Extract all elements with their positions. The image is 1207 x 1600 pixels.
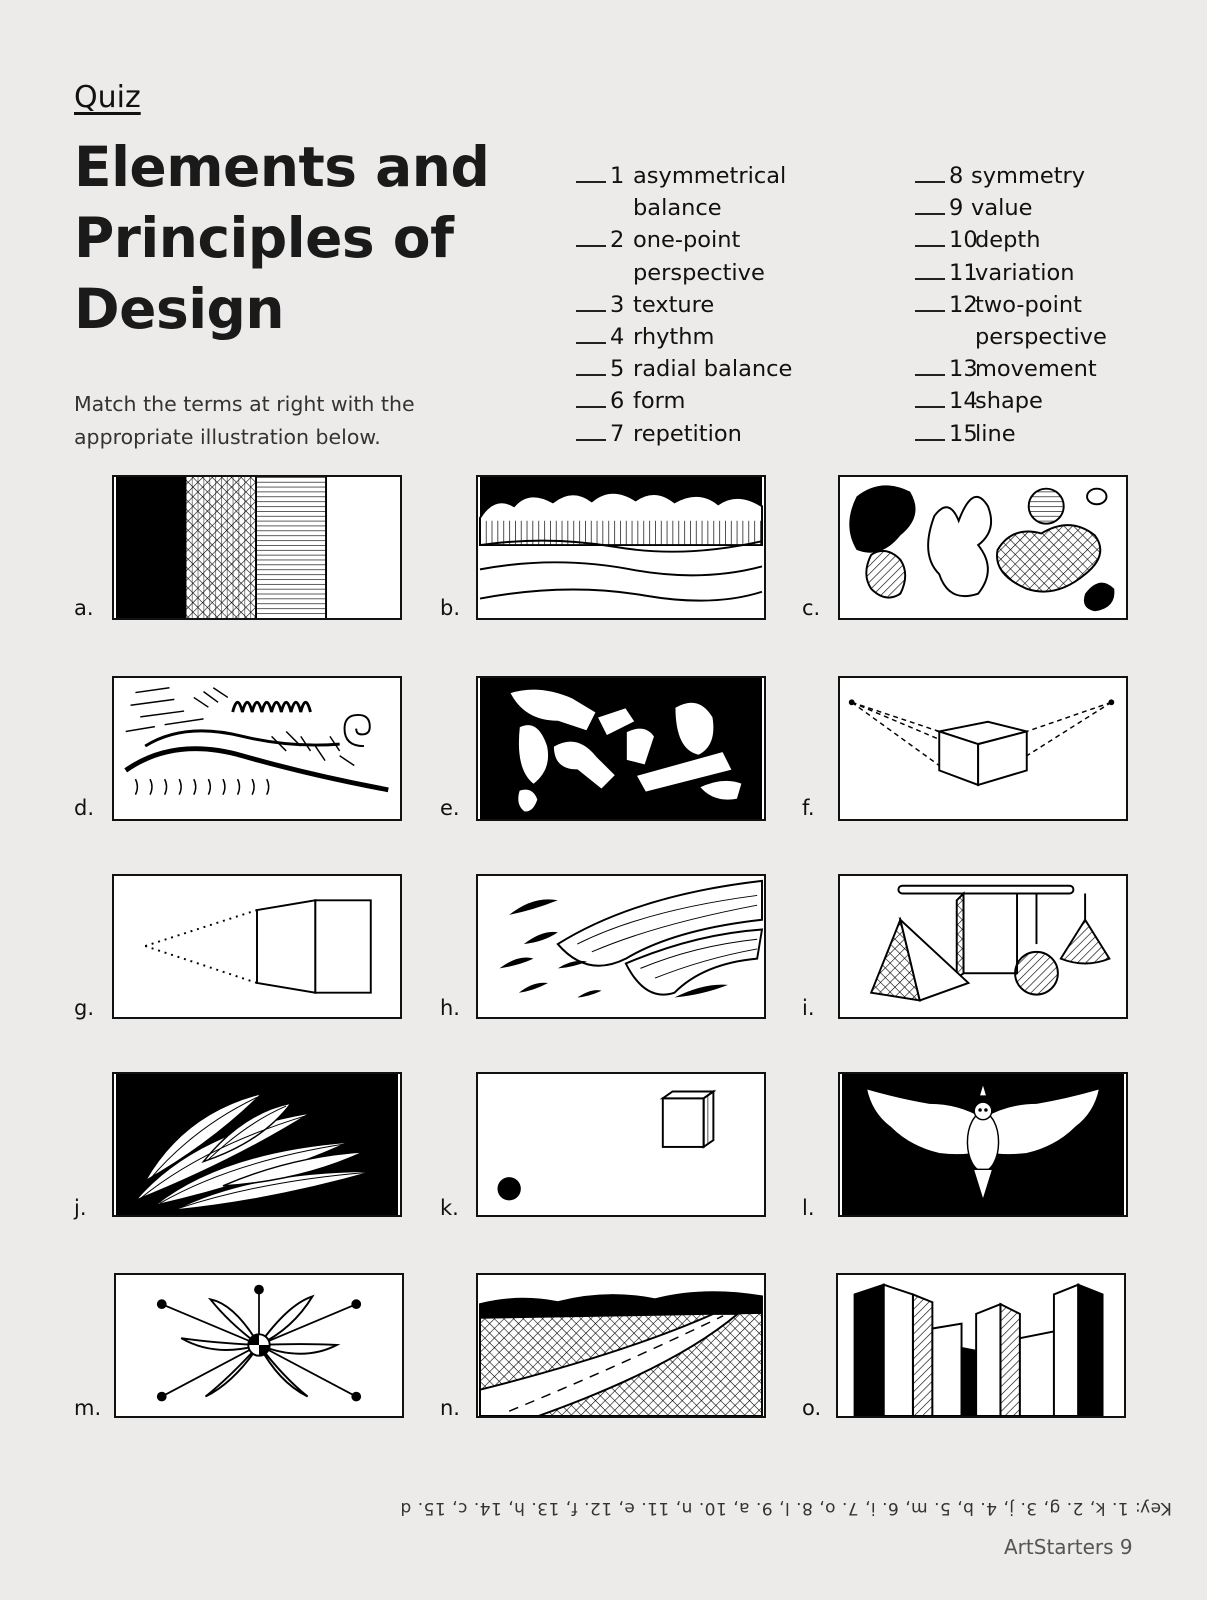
panel-label: l. [802,1196,815,1220]
mobile-forms-drawing [840,876,1126,1017]
quiz-label: Quiz [74,80,141,115]
term-number: 5 [610,356,625,383]
term-text: radial balance [633,356,793,383]
radial-star-drawing [116,1275,402,1416]
value-scale-drawing [114,477,400,618]
answer-blank[interactable] [576,439,606,441]
term-text: balance [633,195,722,222]
term-number: 14 [949,388,978,415]
illustration-l-bird [838,1072,1128,1217]
answer-blank[interactable] [576,342,606,344]
term-number: 11 [949,259,978,286]
answer-key: Key: 1. k, 2. g, 3. j, 4. b, 5. m, 6. i, 7. o, 8. l, 9. a, 10. n, 11. e, 12. f, 13. h, 14. c, 15. d [400,1498,1172,1518]
title-line: Design [74,277,285,341]
answer-blank[interactable] [915,310,945,312]
term-number: 10 [949,227,978,254]
instructions [74,388,415,454]
answer-blank[interactable] [576,374,606,376]
panel-label: j. [74,1196,87,1220]
answer-blank[interactable] [576,310,606,312]
term-number: 3 [610,291,625,318]
one-point-box-drawing [114,876,400,1017]
panel-label: d. [74,796,95,820]
answer-blank[interactable] [915,278,945,280]
panel-label: f. [802,796,815,820]
term-text: symmetry [971,163,1086,189]
panel-label: m. [74,1396,102,1420]
term-number: 15 [949,420,978,447]
term-number: 6 [610,388,625,415]
answer-blank[interactable] [576,406,606,408]
panel-label: b. [440,596,461,620]
term-number: 7 [610,420,625,447]
answer-blank[interactable] [915,374,945,376]
city-buildings-drawing [838,1275,1124,1416]
illustration-i-mobile-forms [838,874,1128,1019]
term-text: form [633,388,686,415]
clouds-hills-drawing [478,477,764,618]
illustration-m-radial-star [114,1273,404,1418]
term-text: depth [975,227,1041,254]
answer-blank[interactable] [915,439,945,441]
illustration-d-line-types [112,676,402,821]
answer-blank[interactable] [915,406,945,408]
term-text: variation [975,259,1075,286]
answer-blank[interactable] [915,245,945,247]
line-types-drawing [114,678,400,819]
term-text: asymmetrical [633,163,787,189]
panel-label: g. [74,996,95,1020]
two-point-box-drawing [840,678,1126,819]
illustration-f-two-point-box [838,676,1128,821]
answer-blank[interactable] [576,181,606,183]
organic-shapes-drawing [840,477,1126,618]
term-text: perspective [975,323,1107,350]
feathers-drawing [114,1074,400,1215]
road-landscape-drawing [478,1275,764,1416]
term-text: one-point [633,227,741,254]
bottles-drawing [478,678,764,819]
panel-label: h. [440,996,460,1020]
title-line: Elements and [74,135,490,199]
bird-drawing [840,1074,1126,1215]
title-line: Principles of [74,206,454,270]
term-text: repetition [633,420,742,447]
term-number: 4 [610,323,625,350]
answer-blank[interactable] [915,213,945,215]
term-number: 8 [949,163,964,189]
term-number: 13 [949,356,978,383]
panel-label: i. [802,996,815,1020]
panel-label: k. [440,1196,459,1220]
term-text: texture [633,291,715,318]
illustration-e-bottles [476,676,766,821]
term-number: 9 [949,195,964,222]
term-text: value [971,195,1033,222]
panel-label: o. [802,1396,822,1420]
answer-blank[interactable] [915,181,945,183]
page-title [74,132,489,345]
illustration-o-city-buildings [836,1273,1126,1418]
term-text: shape [975,388,1043,415]
term-text: rhythm [633,323,715,350]
term-text: movement [975,356,1097,383]
term-number: 2 [610,227,625,254]
illustration-c-organic-shapes [838,475,1128,620]
panel-label: n. [440,1396,460,1420]
term-number: 12 [949,291,978,318]
term-text: line [975,420,1016,447]
illustration-h-flowing-leaves [476,874,766,1019]
term-text: perspective [633,259,765,286]
term-number: 1 [610,163,625,189]
illustration-n-road-landscape [476,1273,766,1418]
flowing-leaves-drawing [478,876,764,1017]
illustration-b-clouds-hills [476,475,766,620]
panel-label: e. [440,796,460,820]
illustration-j-feathers [112,1072,402,1217]
cube-dot-drawing [478,1074,764,1215]
answer-blank[interactable] [576,245,606,247]
instructions-line: appropriate illustration below. [74,425,381,449]
panel-label: a. [74,596,94,620]
illustration-k-cube-dot [476,1072,766,1217]
illustration-a-value-scale [112,475,402,620]
term-text: two-point [975,291,1082,318]
instructions-line: Match the terms at right with the [74,392,415,416]
illustration-g-one-point-box [112,874,402,1019]
page-footer: ArtStarters 9 [1004,1535,1133,1559]
panel-label: c. [802,596,821,620]
